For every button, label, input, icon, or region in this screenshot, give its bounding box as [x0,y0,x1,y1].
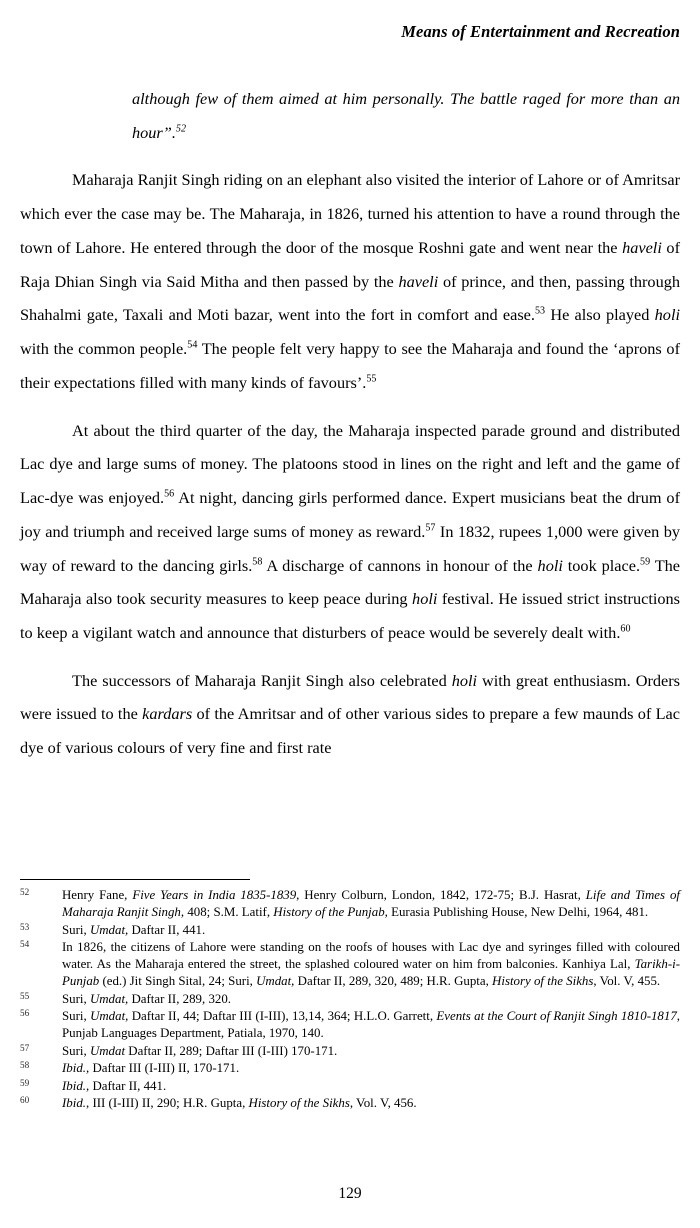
footnote-item-56 [20,1008,680,1042]
footnote-number-54[interactable]: 54 [20,939,30,950]
italic-term: haveli [622,237,662,257]
footnote-number-59[interactable]: 59 [20,1077,30,1088]
footnote-ref-53[interactable]: 53 [534,305,546,317]
text-run: Suri, [62,1043,90,1058]
footnote-text-58 [62,1060,680,1077]
italic-term: Five Years in India 1835-1839 [132,888,297,902]
italic-term: History of the Sikhs [248,1096,350,1111]
text-run: Maharaja Ranjit Singh riding on an elephant also visited the interior of Lahore or of Amritsar which ever the case may be. The Maharaja, in 1826, turned his attention to have a round through the town of Lahore. He entered through the door of the mosque Roshni gate and went near the [20,170,680,257]
page-number: 129 [338,1185,362,1202]
text-run: The people felt very happy to see the Maharaja and found the ‘aprons of their expectations filled with many kinds of favours’. [20,339,680,392]
italic-term: Umdat, [89,922,129,937]
text-run: Daftar II, 441. [128,922,206,937]
italic-term: holi [537,555,563,575]
text-run: with great enthusiasm. Orders were issued to the [20,670,680,724]
footnote-item-53 [20,922,680,939]
italic-term: Umdat, [256,974,295,989]
italic-term: Ibid., [62,1061,90,1076]
footnote-ref-57[interactable]: 57 [425,522,436,534]
blockquote-text: although few of them aimed at him personally. The battle raged for more than an hour”. [132,89,680,142]
text-run: took place. [562,555,641,575]
paragraph-3 [20,664,680,765]
body-text-region [20,82,680,765]
italic-term: Ibid. [62,1096,86,1111]
italic-term: holi [654,305,680,325]
text-run: At about the third quarter of the day, the Maharaja inspected parade ground and distributed Lac dye and large sums of money. The platoons stood in lines on the right and left and the game of Lac-dye was enjoyed. [20,420,680,508]
text-run: 408; S.M. Latif, [184,905,274,920]
italic-term: Umdat, [89,991,129,1006]
footnote-text-56 [62,1008,680,1042]
text-run: In 1832, rupees 1,000 were given by way of reward to the dancing girls. [20,521,680,575]
footnote-ref-60[interactable]: 60 [620,623,631,635]
italic-term: haveli [398,271,439,291]
italic-term: kardars [142,704,193,724]
text-run: , Henry Colburn, London, 1842, 172-75; B.J. Hasrat, [296,888,586,902]
footnote-text-54 [62,939,680,990]
footnote-ref-52[interactable]: 52 [175,123,186,135]
footnote-list [20,887,680,1112]
italic-term: Ibid., [62,1078,90,1093]
footnote-number-57[interactable]: 57 [20,1042,30,1053]
footnote-item-55 [20,991,680,1008]
footnotes-region [20,879,680,1113]
text-run: In 1826, the citizens of Lahore were standing on the roofs of houses with Lac dye and syringes filled with coloured water. As the Maharaja entered the street, the splashed coloured water on him from balconies. Kanhiya Lal, [62,940,680,972]
running-header: Means of Entertainment and Recreation [401,22,680,41]
italic-term: Life and Times of Maharaja Ranjit Singh, [62,888,680,920]
text-run: , III (I-III) II, 290; H.R. Gupta, [86,1096,249,1111]
footnote-number-56[interactable]: 56 [20,1008,30,1019]
footnote-text-60 [62,1095,680,1112]
text-run: of the Amritsar and of other various sides to prepare a few maunds of Lac dye of various colours of very fine and first rate [20,704,681,758]
italic-term: History of the Punjab, [273,905,388,920]
footnote-item-57 [20,1043,680,1060]
text-run: Eurasia Publishing House, New Delhi, 1964, 481. [387,905,649,920]
footnote-separator-rule [20,879,250,880]
italic-term: History of the Sikhs [492,974,594,989]
footnote-text-52 [62,887,680,921]
text-run: , Punjab Languages Department, Patiala, 1970, 140. [62,1009,681,1041]
footnote-text-57 [62,1043,680,1060]
footnote-item-58 [20,1060,680,1077]
blockquote [20,82,680,149]
italic-term: holi [412,589,438,609]
text-run: Suri, [62,991,90,1006]
footnote-ref-55[interactable]: 55 [366,373,377,385]
italic-term: Events at the Court of Ranjit Singh 1810-1817 [436,1009,677,1024]
text-run: Daftar II, 289, 320, 489; H.R. Gupta, [294,974,493,989]
text-run: (ed.) Jit Singh Sital, 24; Suri, [99,974,257,989]
paragraph-1 [20,163,680,399]
footnote-ref-58[interactable]: 58 [252,556,263,568]
footnote-number-52[interactable]: 52 [20,887,30,897]
text-run: , Vol. V, 455. [593,974,661,989]
footnote-text-59 [62,1078,680,1095]
italic-term: Umdat [89,1043,126,1058]
footnote-number-55[interactable]: 55 [20,990,30,1001]
footnote-number-53[interactable]: 53 [20,921,30,932]
text-run: Henry Fane, [62,888,133,902]
footnote-text-55 [62,991,680,1008]
footnote-item-54 [20,939,680,990]
text-run: , Vol. V, 456. [349,1096,417,1111]
footnote-item-52 [20,887,680,921]
footnote-item-60 [20,1095,680,1112]
footnote-ref-59[interactable]: 59 [640,556,651,568]
text-run: At night, dancing girls performed dance. Expert musicians beat the drum of joy and triumph and received large sums of money as reward. [20,488,680,541]
text-run: He also played [545,305,655,325]
text-run: Suri, [62,922,90,937]
footnote-number-58[interactable]: 58 [20,1060,30,1071]
text-run: Daftar II, 441. [89,1078,167,1093]
italic-term: Tarikh-i-Punjab [62,957,680,989]
text-run: Daftar II, 289; Daftar III (I-III) 170-171. [125,1043,338,1058]
footnote-number-60[interactable]: 60 [20,1095,30,1106]
text-run: The Maharaja also took security measures to keep peace during [20,555,681,609]
paragraph-2 [20,414,680,650]
footnote-ref-56[interactable]: 56 [164,488,175,500]
text-run: Suri, [62,1009,91,1024]
text-run: Daftar II, 289, 320. [128,991,232,1006]
text-run: The successors of Maharaja Ranjit Singh also celebrated [72,670,452,690]
text-run: festival. He issued strict instructions to keep a vigilant watch and announce that disturbers of peace would be severely dealt with. [20,589,681,643]
text-run: Daftar II, 44; Daftar III (I-III), 13,14, 364; H.L.O. Garrett, [128,1009,437,1024]
italic-term: Umdat, [90,1009,129,1024]
italic-term: holi [451,670,478,690]
text-run: of Raja Dhian Singh via Said Mitha and then passed by the [20,237,680,291]
footnote-text-53 [62,922,680,939]
text-run: with the common people. [20,339,188,359]
footnote-ref-54[interactable]: 54 [187,339,198,351]
footnote-item-59 [20,1078,680,1095]
text-run: of prince, and then, passing through Shahalmi gate, Taxali and Moti bazar, went into the fort in comfort and ease. [20,271,680,325]
text-run: Daftar III (I-III) II, 170-171. [89,1061,240,1076]
text-run: A discharge of cannons in honour of the [262,555,538,575]
